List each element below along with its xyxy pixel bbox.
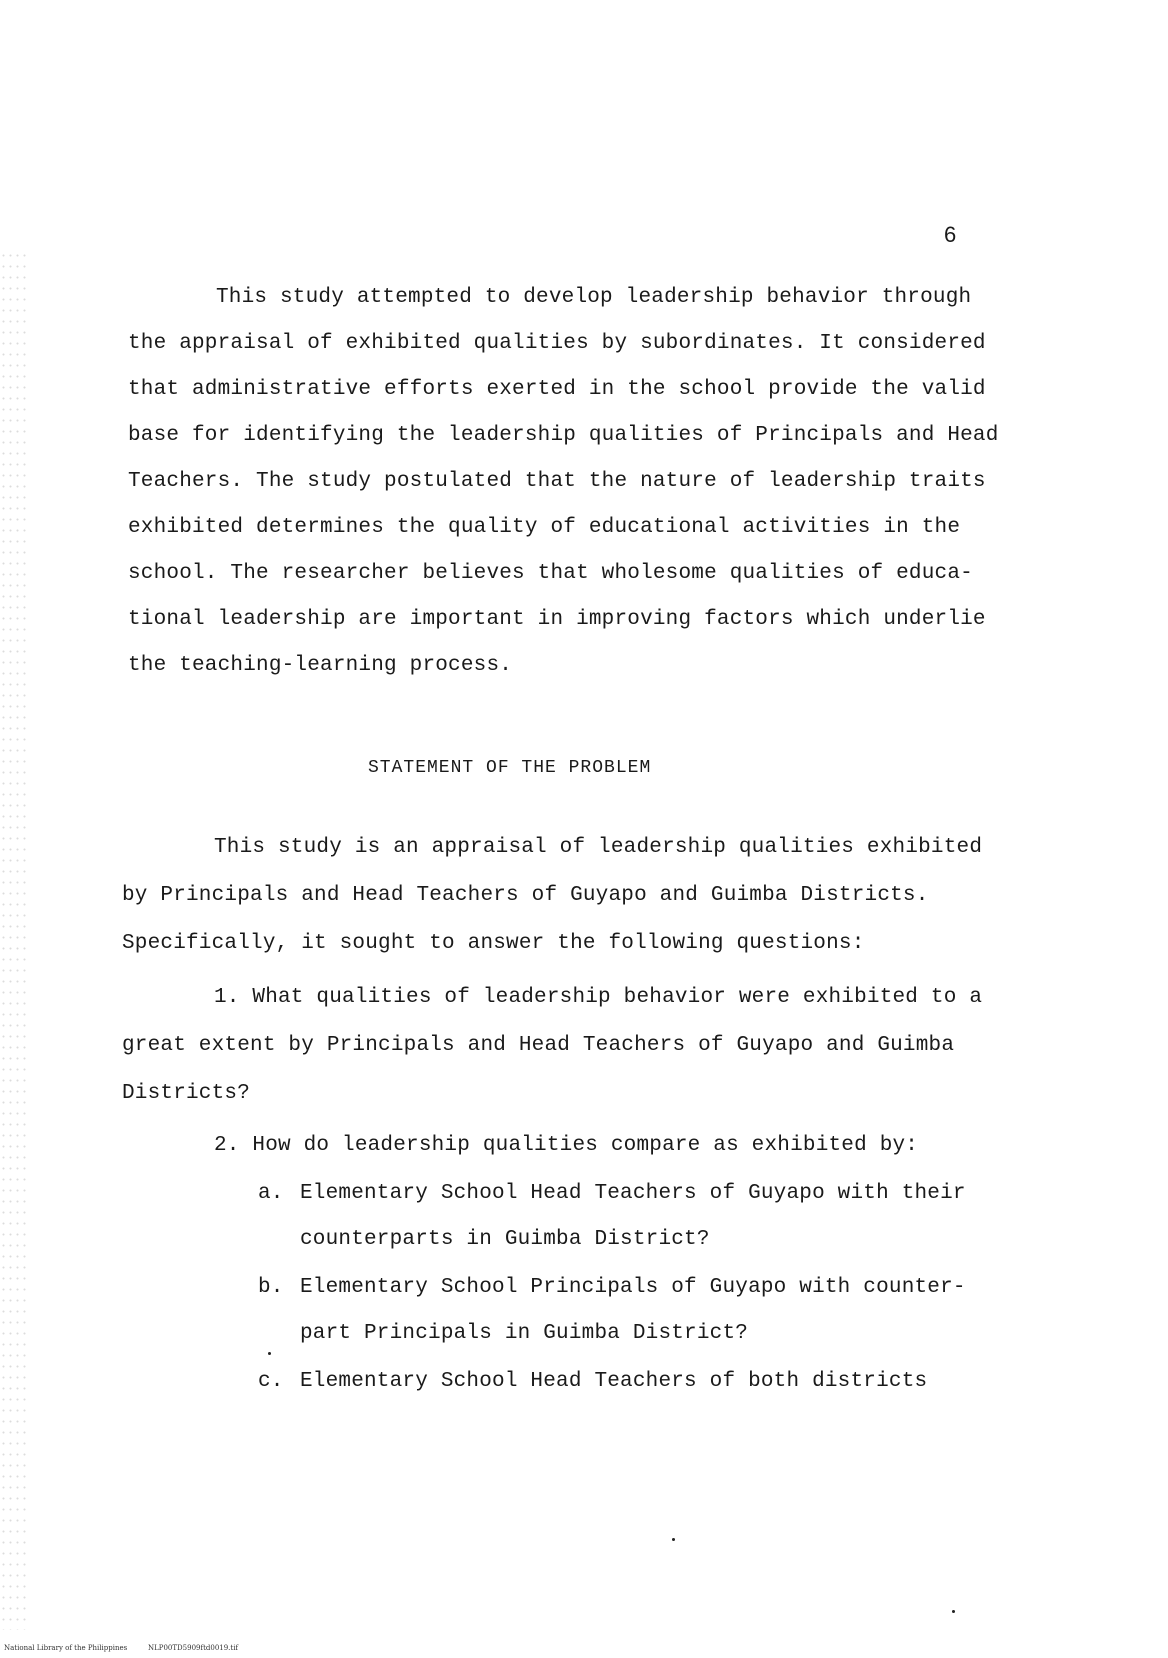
paragraph2-line-3: Specifically, it sought to answer the following questions: xyxy=(122,932,865,955)
question2-item-a-marker: a. xyxy=(258,1182,284,1205)
footer-library-name: National Library of the Philippines xyxy=(4,1644,128,1652)
paragraph1-line-7: school. The researcher believes that wholesome qualities of educa- xyxy=(128,562,973,585)
paragraph1-line-6: exhibited determines the quality of educational activities in the xyxy=(128,516,961,539)
section-heading: STATEMENT OF THE PROBLEM xyxy=(368,758,652,778)
paragraph2-line-1: This study is an appraisal of leadership qualities exhibited xyxy=(214,836,983,859)
question2-item-b-marker: b. xyxy=(258,1276,284,1299)
paragraph1-line-4: base for identifying the leadership qualities of Principals and Head xyxy=(128,424,999,447)
scan-speck xyxy=(268,1352,271,1355)
paragraph1-line-3: that administrative efforts exerted in the school provide the valid xyxy=(128,378,986,401)
question1-line-1: 1. What qualities of leadership behavior were exhibited to a xyxy=(214,986,983,1009)
question2-item-b-line-2: part Principals in Guimba District? xyxy=(300,1322,749,1345)
question2-item-b-line-1: Elementary School Principals of Guyapo with counter- xyxy=(300,1276,966,1299)
paragraph1-line-9: the teaching-learning process. xyxy=(128,654,513,677)
question2-item-a-line-2: counterparts in Guimba District? xyxy=(300,1228,710,1251)
page-number: 6 xyxy=(944,222,957,247)
paragraph1-line-5: Teachers. The study postulated that the nature of leadership traits xyxy=(128,470,986,493)
scan-edge-noise xyxy=(0,250,28,1630)
question2-lead: 2. How do leadership qualities compare as exhibited by: xyxy=(214,1134,919,1157)
question1-line-2: great extent by Principals and Head Teachers of Guyapo and Guimba xyxy=(122,1034,955,1057)
footer-file-name: NLP00TD5909ftd0019.tif xyxy=(148,1644,239,1652)
question1-line-3: Districts? xyxy=(122,1082,251,1105)
paragraph1-line-2: the appraisal of exhibited qualities by subordinates. It considered xyxy=(128,332,986,355)
scan-speck xyxy=(952,1610,955,1613)
question2-item-c-line-1: Elementary School Head Teachers of both districts xyxy=(300,1370,928,1393)
question2-item-c-marker: c. xyxy=(258,1370,284,1393)
paragraph2-line-2: by Principals and Head Teachers of Guyapo and Guimba Districts. xyxy=(122,884,929,907)
question2-item-a-line-1: Elementary School Head Teachers of Guyapo with their xyxy=(300,1182,966,1205)
scan-speck xyxy=(672,1538,675,1541)
paragraph1-line-1: This study attempted to develop leadership behavior through xyxy=(216,286,972,309)
paragraph1-line-8: tional leadership are important in improving factors which underlie xyxy=(128,608,986,631)
